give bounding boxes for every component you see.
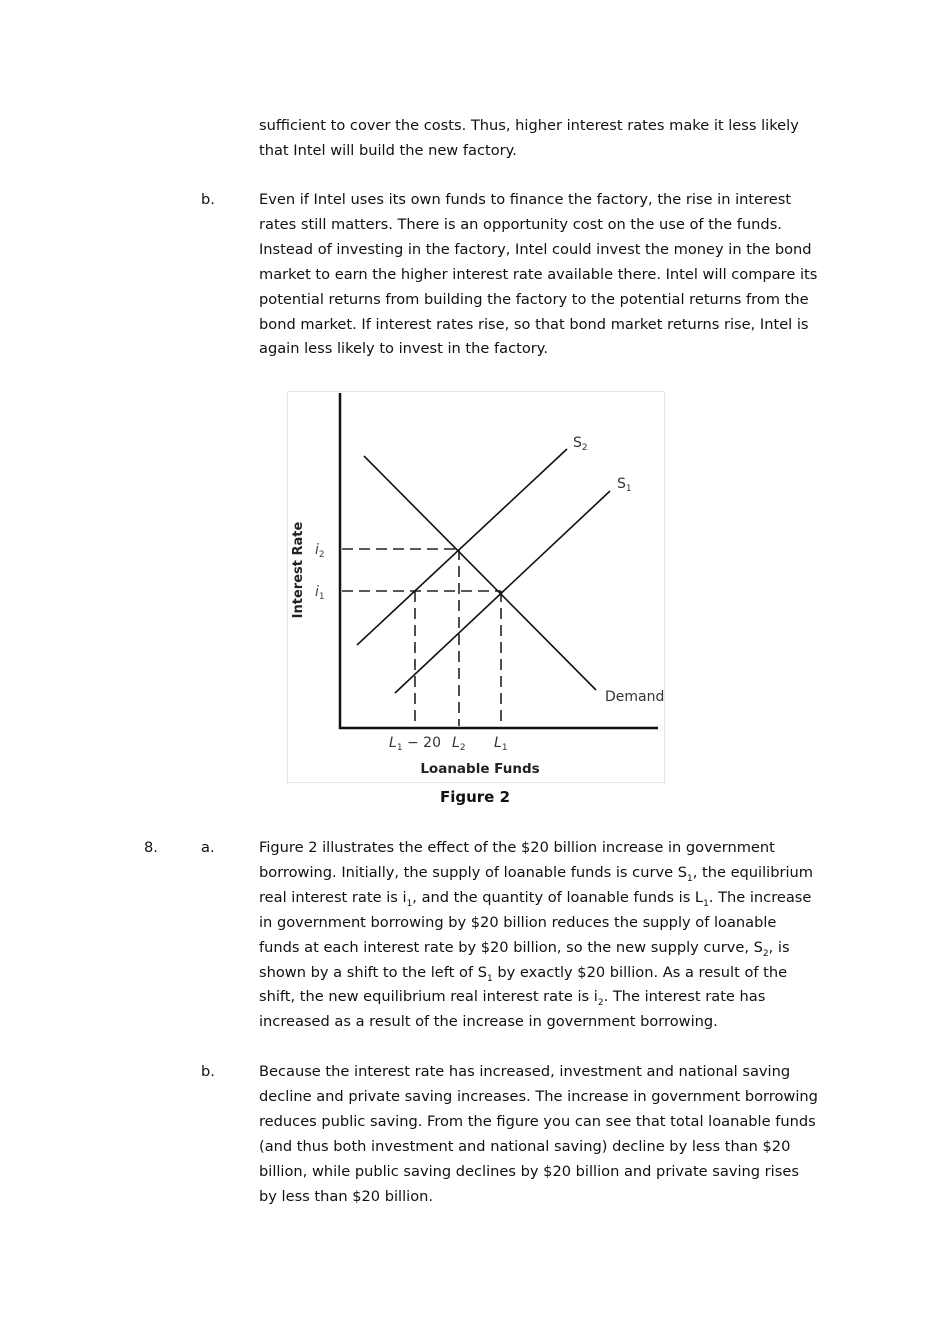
item-label-7b: b. <box>201 191 215 208</box>
item-number-8: 8. <box>144 839 158 856</box>
paragraph-8b: Because the interest rate has increased, investment and national saving decline and private saving increases. The increase in government borrowing reduces public saving. From the figure you can see that total loanable funds (and thus both investment and national saving) decline by less than $20 billion, while public saving declines by $20 billion and private saving rises by less than $20 billion. <box>259 1063 818 1205</box>
tick-i1: $i_1$ <box>315 584 325 602</box>
item-label-8b: b. <box>201 1063 215 1080</box>
tick-l1: $L_1$ <box>494 735 508 753</box>
label-s1: $S_1$ <box>617 476 632 494</box>
paragraph-7a-continuation: sufficient to cover the costs. Thus, higher interest rates make it less likely that Intel will build the new factory. <box>259 117 799 159</box>
paragraph-8a: Figure 2 illustrates the effect of the $20 billion increase in government borrowing. Initially, the supply of loanable funds is curve $S_1$, the equilibrium real interest rate is $i_1$, and the quantity of loanable funds is $L_1$. The increase in government borrowing by $20 billion reduces the supply of loanable funds at each interest rate by $20 billion, so the new supply curve, $S_2$, is shown by a shift to the left of $S_1$ by exactly $20 billion. As a result of the shift, the new equilibrium real interest rate is $i_2$. The interest rate has increased as a result of the increase in government borrowing. <box>259 839 814 1031</box>
label-demand: Demand <box>605 689 665 705</box>
tick-l2: $L_2$ <box>452 735 466 753</box>
label-s2: $S_2$ <box>573 435 588 453</box>
paragraph-7b: Even if Intel uses its own funds to finance the factory, the rise in interest rates still matters. There is an opportunity cost on the use of the funds. Instead of investing in the factory, Intel could invest the money in the bond market to earn the higher interest rate available there. Intel will compare its potential returns from building the factory to the potential returns from the bond market. If interest rates rise, so that bond market returns rise, Intel is again less likely to invest in the factory. <box>259 191 818 358</box>
tick-l1-minus-20: $L_1 - 20$ <box>389 735 441 753</box>
x-axis-label: Loanable Funds <box>420 761 540 777</box>
y-axis-label: Interest Rate <box>291 521 306 619</box>
figure-caption: Figure 2 <box>439 788 511 806</box>
figure-loanable-funds <box>287 391 665 783</box>
item-label-8a: a. <box>201 839 215 856</box>
tick-i2: $i_2$ <box>315 542 325 560</box>
